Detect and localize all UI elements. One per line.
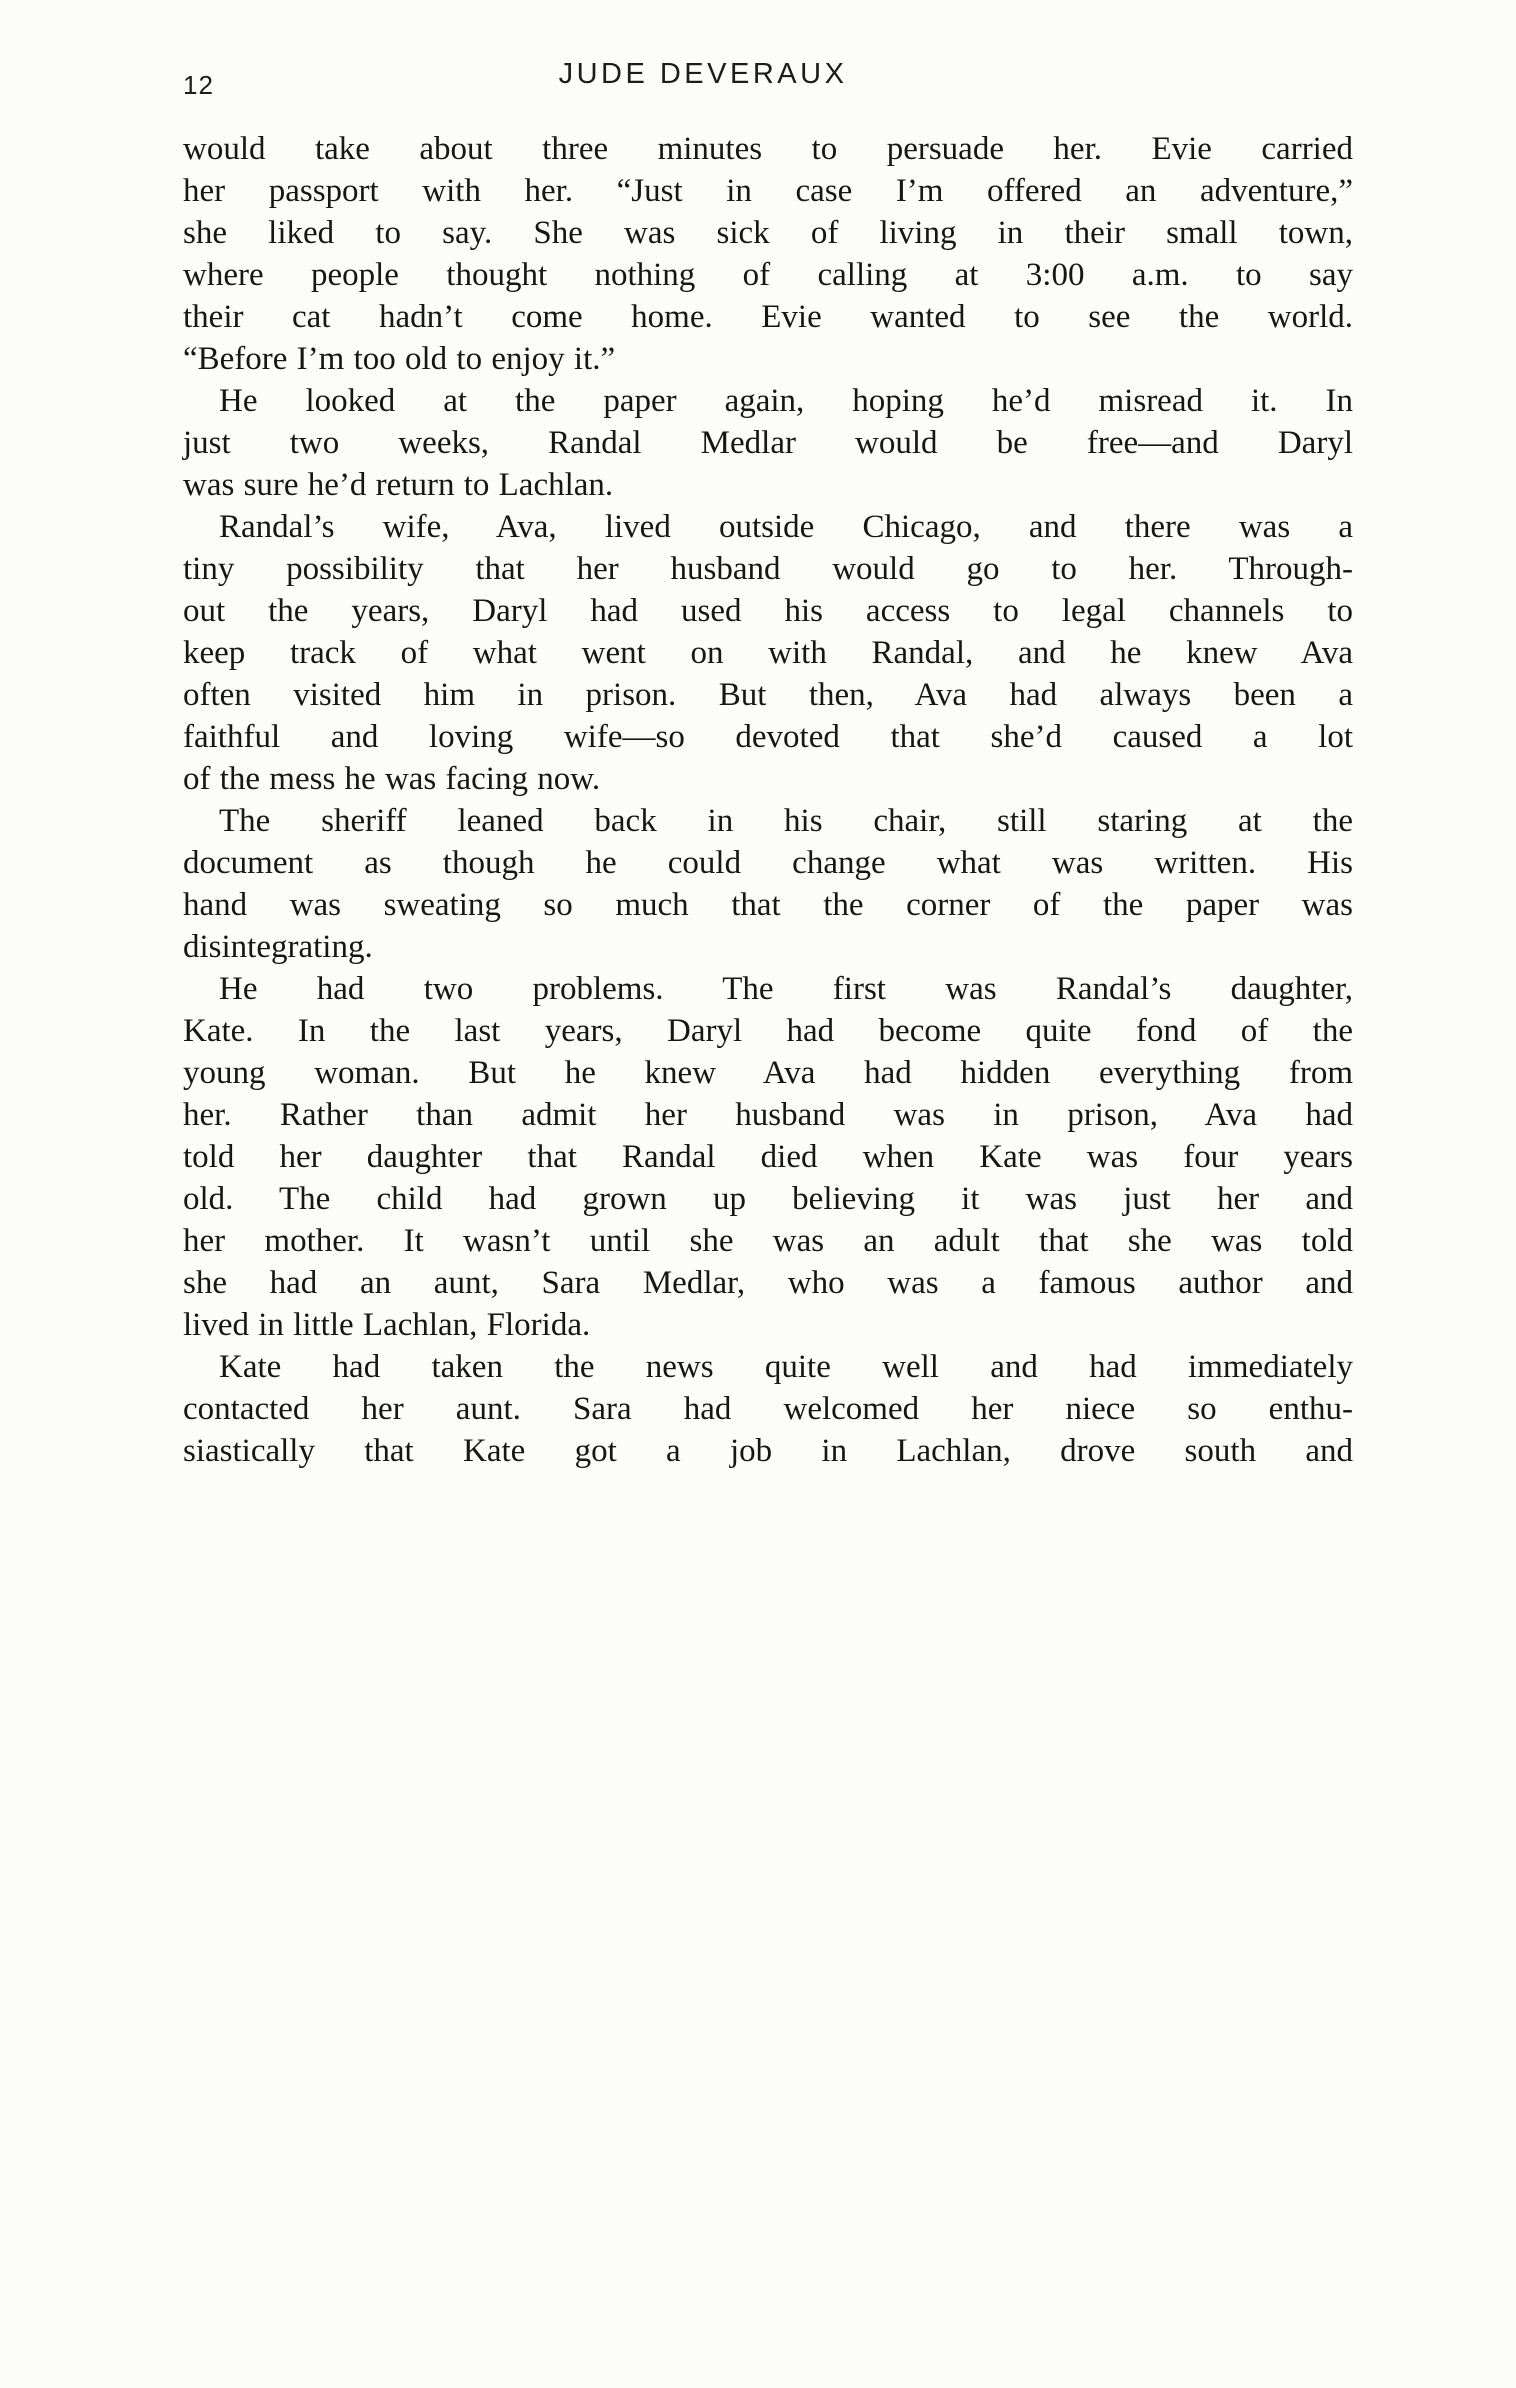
text-line: often visited him in prison. But then, Ava had always been a	[183, 677, 1353, 713]
text-line: He looked at the paper again, hoping he’d misread it. In	[219, 383, 1353, 419]
text-line: just two weeks, Randal Medlar would be free—and Daryl	[183, 425, 1353, 461]
text-line: siastically that Kate got a job in Lachlan, drove south and	[183, 1433, 1353, 1469]
running-head	[183, 58, 1353, 98]
text-line: Kate. In the last years, Daryl had become quite fond of the	[183, 1013, 1353, 1049]
text-line: tiny possibility that her husband would go to her. Through-	[183, 551, 1353, 587]
text-line: told her daughter that Randal died when Kate was four years	[183, 1139, 1353, 1175]
text-line: of the mess he was facing now.	[183, 761, 601, 797]
text-line: young woman. But he knew Ava had hidden everything from	[183, 1055, 1353, 1091]
text-line: The sheriff leaned back in his chair, still staring at the	[219, 803, 1353, 839]
text-line: document as though he could change what was written. His	[183, 845, 1353, 881]
text-line: would take about three minutes to persuade her. Evie carried	[183, 131, 1353, 167]
text-line: Kate had taken the news quite well and had immediately	[219, 1349, 1353, 1385]
text-line: out the years, Daryl had used his access to legal channels to	[183, 593, 1353, 629]
paragraph	[183, 1346, 1353, 1472]
running-header-title: JUDE DEVERAUX	[558, 58, 848, 90]
text-line: their cat hadn’t come home. Evie wanted to see the world.	[183, 299, 1353, 335]
text-line: where people thought nothing of calling at 3:00 a.m. to say	[183, 257, 1353, 293]
text-line: “Before I’m too old to enjoy it.”	[183, 341, 616, 377]
paragraph	[183, 968, 1353, 1346]
text-line: hand was sweating so much that the corner of the paper was	[183, 887, 1353, 923]
text-line: was sure he’d return to Lachlan.	[183, 467, 614, 503]
text-line: she had an aunt, Sara Medlar, who was a famous author and	[183, 1265, 1353, 1301]
paragraph	[183, 128, 1353, 380]
paragraph	[183, 506, 1353, 800]
text-line: her passport with her. “Just in case I’m offered an adventure,”	[183, 173, 1353, 209]
text-line: He had two problems. The first was Randal’s daughter,	[219, 971, 1353, 1007]
text-line: faithful and loving wife—so devoted that she’d caused a lot	[183, 719, 1353, 755]
paragraph	[183, 380, 1353, 506]
text-line: she liked to say. She was sick of living in their small town,	[183, 215, 1353, 251]
page-text	[183, 128, 1353, 1472]
text-line: her mother. It wasn’t until she was an adult that she was told	[183, 1223, 1353, 1259]
text-line: Randal’s wife, Ava, lived outside Chicago, and there was a	[219, 509, 1353, 545]
text-line: contacted her aunt. Sara had welcomed her niece so enthu-	[183, 1391, 1353, 1427]
text-line: old. The child had grown up believing it was just her and	[183, 1181, 1353, 1217]
paragraph	[183, 800, 1353, 968]
page-number: 12	[183, 70, 214, 100]
text-line: keep track of what went on with Randal, and he knew Ava	[183, 635, 1353, 671]
text-line: disintegrating.	[183, 929, 373, 965]
text-line: lived in little Lachlan, Florida.	[183, 1307, 591, 1343]
text-line: her. Rather than admit her husband was in prison, Ava had	[183, 1097, 1353, 1133]
